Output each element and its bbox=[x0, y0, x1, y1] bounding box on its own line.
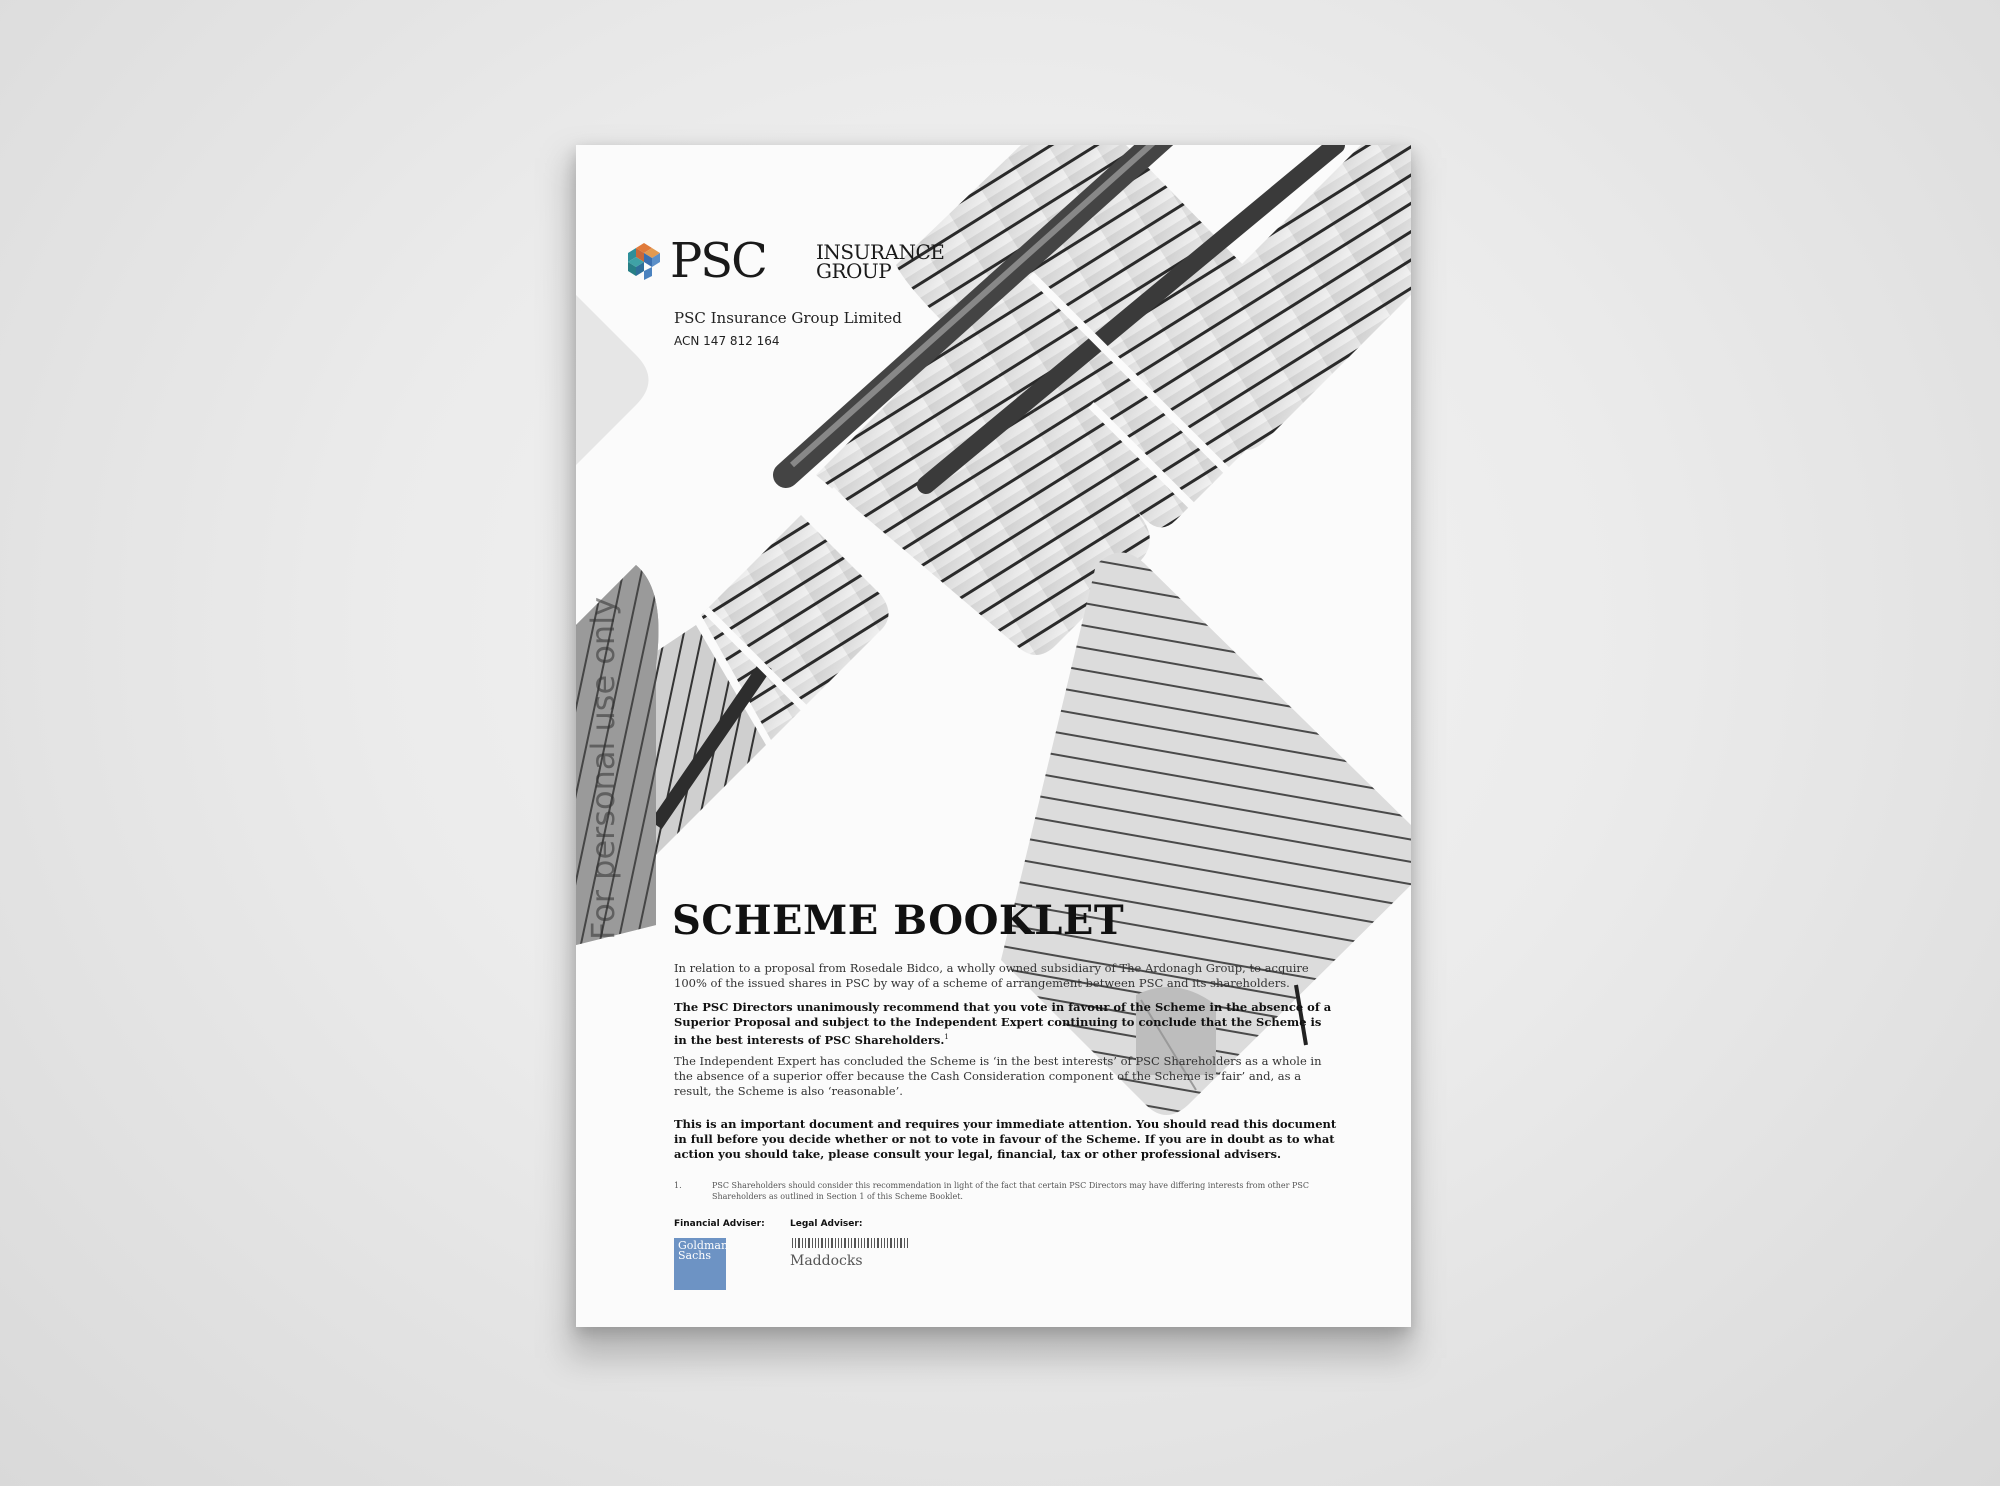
expert-paragraph: The Independent Expert has concluded the Scheme is ‘in the best interests’ of PSC Shareholders as a whole in the absence of a superior offer because the Cash Consideration component of the Scheme is ‘fair’ and, as a result, the Scheme is also ‘reasonable’. bbox=[674, 1054, 1322, 1098]
booklet-cover bbox=[576, 145, 1411, 1327]
psc-cube-icon bbox=[624, 241, 664, 281]
goldman-sachs-text: Goldman Sachs bbox=[678, 1239, 729, 1262]
maddocks-logo-text: Maddocks bbox=[790, 1253, 863, 1269]
footnote-marker: 1 bbox=[944, 1033, 949, 1041]
legal-adviser-label: Legal Adviser: bbox=[790, 1219, 863, 1229]
acn-number: ACN 147 812 164 bbox=[674, 334, 780, 348]
company-name: PSC Insurance Group Limited bbox=[674, 309, 902, 327]
important-notice-paragraph: This is an important document and requires your immediate attention. You should read this document in full before you decide whether or not to vote in favour of the Scheme. If you are in doubt as to what action you should take, please consult your legal, financial, tax or other professional advisers. bbox=[674, 1117, 1337, 1161]
footnote-number: 1. bbox=[674, 1181, 682, 1190]
page-title: SCHEME BOOKLET bbox=[672, 897, 1125, 944]
maddocks-barcode-icon bbox=[792, 1238, 922, 1248]
footnote-text: PSC Shareholders should consider this recommendation in light of the fact that certain PSC Directors may have differing interests from other PSC Shareholders as outlined in Section 1 of this Scheme Booklet. bbox=[712, 1181, 1309, 1201]
logo-psc-text: PSC bbox=[670, 233, 766, 289]
logo-group-text: INSURANCE GROUP bbox=[816, 240, 945, 283]
goldman-sachs-logo bbox=[674, 1238, 729, 1290]
intro-paragraph: In relation to a proposal from Rosedale Bidco, a wholly owned subsidiary of The Ardonagh Group, to acquire 100% of the issued shares in PSC by way of a scheme of arrangement between PSC and its shareholders. bbox=[674, 961, 1309, 990]
financial-adviser-label: Financial Adviser: bbox=[674, 1219, 765, 1229]
side-watermark-text: For personal use only bbox=[584, 596, 622, 940]
recommendation-paragraph: The PSC Directors unanimously recommend that you vote in favour of the Scheme in the absence of a Superior Proposal and subject to the Independent Expert continuing to conclude that the Scheme is in the best interests of PSC Shareholders.$^1$ bbox=[674, 1000, 1332, 1047]
